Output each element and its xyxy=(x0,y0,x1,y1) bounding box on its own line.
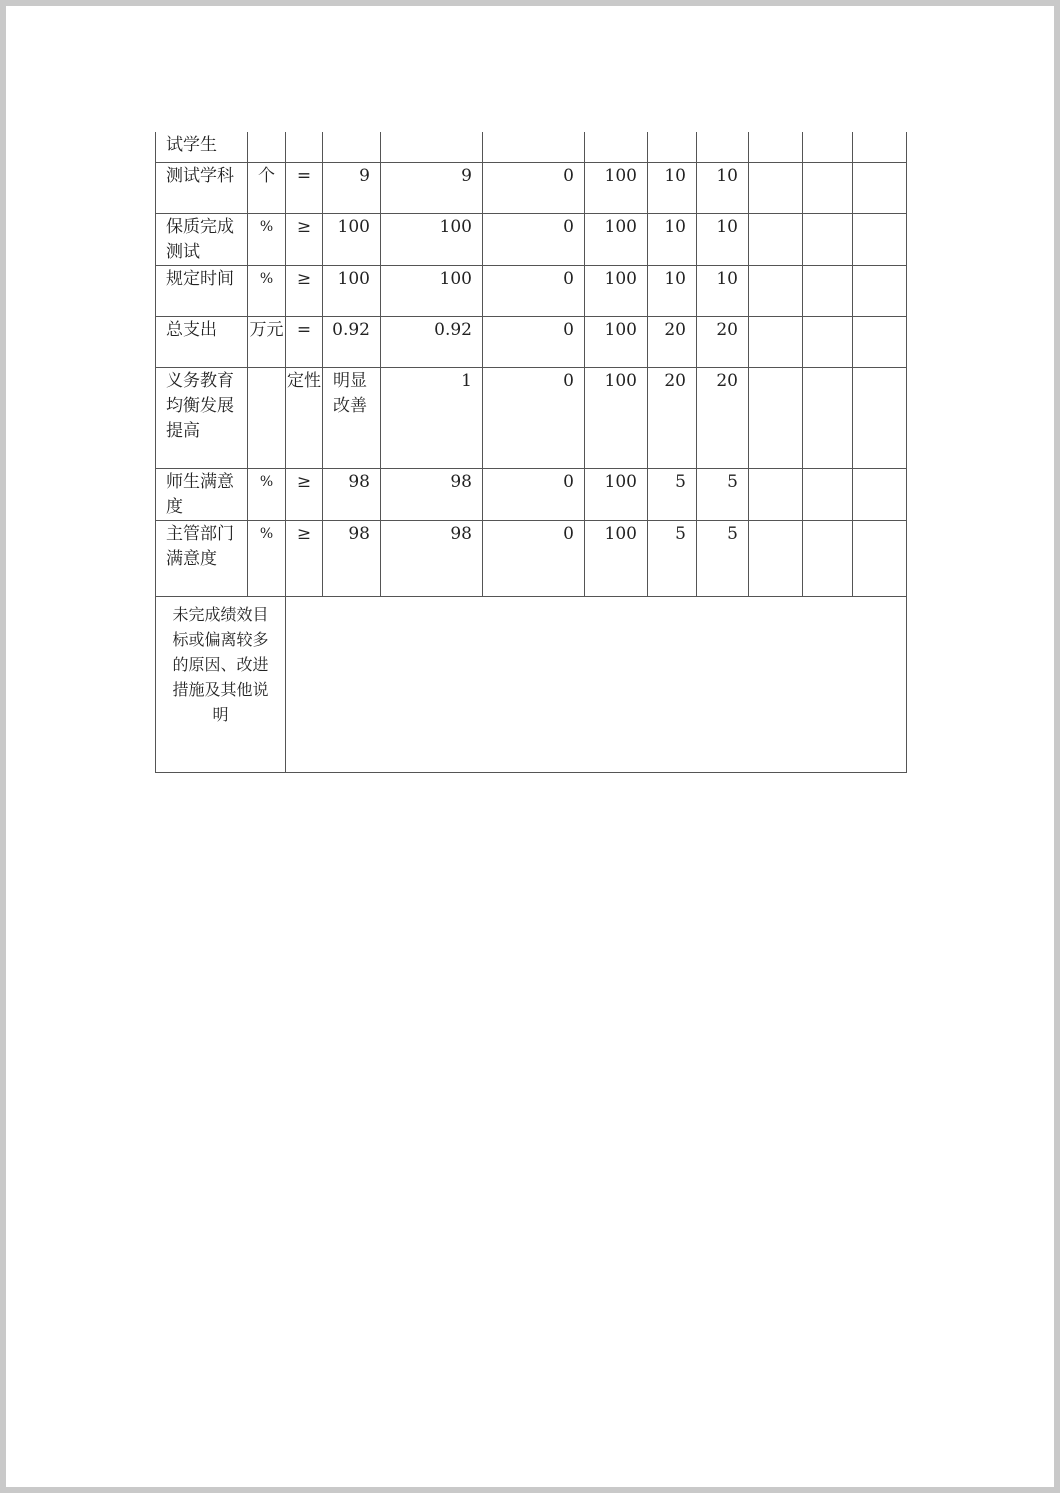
empty-cell xyxy=(853,520,907,596)
unit-cell: % xyxy=(248,213,286,265)
performance-table xyxy=(155,132,907,773)
operator-cell: ≥ xyxy=(286,265,323,316)
empty-cell xyxy=(803,132,853,162)
operator-cell: ≥ xyxy=(286,213,323,265)
target-value: 9 xyxy=(323,162,381,213)
unit-cell: % xyxy=(248,265,286,316)
table-row xyxy=(156,213,907,265)
unit-cell: 万元 xyxy=(248,316,286,367)
indicator-name: 师生满意度 xyxy=(156,468,248,520)
value-cell: 20 xyxy=(648,316,697,367)
target-value: 98 xyxy=(323,468,381,520)
document-page xyxy=(6,6,1054,1487)
empty-cell xyxy=(803,520,853,596)
value-cell xyxy=(483,132,585,162)
note-label xyxy=(156,596,286,772)
value-cell: 10 xyxy=(697,213,749,265)
value-cell: 5 xyxy=(648,468,697,520)
indicator-name: 测试学科 xyxy=(156,162,248,213)
operator-cell: ≥ xyxy=(286,520,323,596)
actual-value: 98 xyxy=(381,520,483,596)
empty-cell xyxy=(749,520,803,596)
value-cell: 100 xyxy=(585,316,648,367)
actual-value xyxy=(381,132,483,162)
table-row xyxy=(156,162,907,213)
empty-cell xyxy=(803,468,853,520)
value-cell: 20 xyxy=(697,367,749,468)
actual-value: 9 xyxy=(381,162,483,213)
note-label-line: 明 xyxy=(212,704,229,724)
target-value: 100 xyxy=(323,265,381,316)
note-label-line: 措施及其他说 xyxy=(172,679,269,699)
actual-value: 98 xyxy=(381,468,483,520)
empty-cell xyxy=(803,162,853,213)
empty-cell xyxy=(853,316,907,367)
target-value: 100 xyxy=(323,213,381,265)
operator-cell: = xyxy=(286,316,323,367)
indicator-name: 规定时间 xyxy=(156,265,248,316)
value-cell: 10 xyxy=(697,265,749,316)
table-row xyxy=(156,468,907,520)
empty-cell xyxy=(749,468,803,520)
unit-cell: % xyxy=(248,520,286,596)
value-cell: 0 xyxy=(483,265,585,316)
empty-cell xyxy=(803,367,853,468)
operator-cell xyxy=(286,132,323,162)
empty-cell xyxy=(853,132,907,162)
target-value: 明显改善 xyxy=(323,367,381,468)
value-cell: 10 xyxy=(648,213,697,265)
unit-cell xyxy=(248,367,286,468)
unit-cell xyxy=(248,132,286,162)
operator-cell: = xyxy=(286,162,323,213)
target-value xyxy=(323,132,381,162)
value-cell: 100 xyxy=(585,520,648,596)
value-cell xyxy=(585,132,648,162)
value-cell: 0 xyxy=(483,367,585,468)
value-cell: 100 xyxy=(585,265,648,316)
note-label-line: 的原因、改进 xyxy=(172,654,269,674)
value-cell: 10 xyxy=(697,162,749,213)
unit-cell: % xyxy=(248,468,286,520)
target-value: 0.92 xyxy=(323,316,381,367)
value-cell: 5 xyxy=(697,520,749,596)
empty-cell xyxy=(803,265,853,316)
value-cell: 100 xyxy=(585,468,648,520)
empty-cell xyxy=(749,213,803,265)
table-row xyxy=(156,316,907,367)
value-cell: 0 xyxy=(483,520,585,596)
value-cell: 100 xyxy=(585,162,648,213)
table-row xyxy=(156,367,907,468)
value-cell: 0 xyxy=(483,162,585,213)
target-value: 98 xyxy=(323,520,381,596)
empty-cell xyxy=(803,213,853,265)
empty-cell xyxy=(853,162,907,213)
operator-cell: 定性 xyxy=(286,367,323,468)
value-cell: 5 xyxy=(648,520,697,596)
value-cell xyxy=(697,132,749,162)
value-cell: 0 xyxy=(483,213,585,265)
empty-cell xyxy=(749,265,803,316)
value-cell: 0 xyxy=(483,468,585,520)
indicator-name: 总支出 xyxy=(156,316,248,367)
value-cell xyxy=(648,132,697,162)
actual-value: 1 xyxy=(381,367,483,468)
value-cell: 10 xyxy=(648,265,697,316)
value-cell: 100 xyxy=(585,367,648,468)
empty-cell xyxy=(749,367,803,468)
table-row xyxy=(156,520,907,596)
empty-cell xyxy=(853,213,907,265)
value-cell: 0 xyxy=(483,316,585,367)
note-row xyxy=(156,596,907,772)
actual-value: 100 xyxy=(381,213,483,265)
actual-value: 100 xyxy=(381,265,483,316)
table-row xyxy=(156,265,907,316)
value-cell: 5 xyxy=(697,468,749,520)
indicator-name: 主管部门满意度 xyxy=(156,520,248,596)
value-cell: 100 xyxy=(585,213,648,265)
note-label-line: 未完成绩效目 xyxy=(172,604,269,624)
empty-cell xyxy=(803,316,853,367)
empty-cell xyxy=(749,316,803,367)
actual-value: 0.92 xyxy=(381,316,483,367)
note-content xyxy=(286,596,907,772)
note-label-line: 标或偏离较多 xyxy=(172,629,269,649)
operator-cell: ≥ xyxy=(286,468,323,520)
empty-cell xyxy=(853,265,907,316)
empty-cell xyxy=(749,162,803,213)
value-cell: 10 xyxy=(648,162,697,213)
indicator-name: 义务教育均衡发展提高 xyxy=(156,367,248,468)
empty-cell xyxy=(853,367,907,468)
indicator-name: 试学生 xyxy=(156,132,248,162)
empty-cell xyxy=(853,468,907,520)
unit-cell: 个 xyxy=(248,162,286,213)
value-cell: 20 xyxy=(697,316,749,367)
empty-cell xyxy=(749,132,803,162)
value-cell: 20 xyxy=(648,367,697,468)
table-row xyxy=(156,132,907,162)
indicator-name: 保质完成测试 xyxy=(156,213,248,265)
